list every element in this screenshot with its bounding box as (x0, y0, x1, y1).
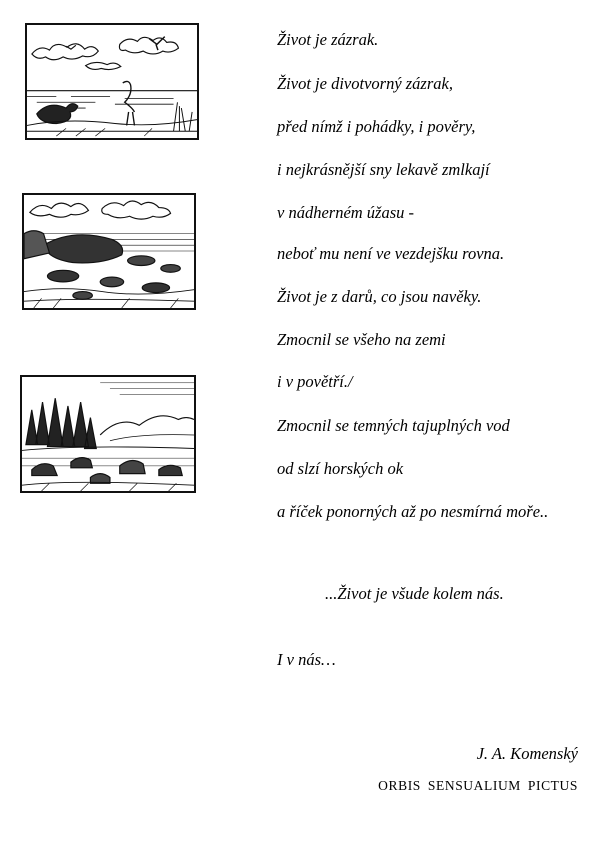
poem-line: a říček ponorných až po nesmírná moře.. (277, 502, 549, 521)
poem-closing-line: I v nás… (277, 650, 336, 669)
book-title: ORBIS SENSUALIUM PICTUS (378, 778, 578, 793)
poem-closing-line: ...Život je všude kolem nás. (325, 584, 504, 603)
poem-line: Život je divotvorný zázrak, (277, 74, 453, 93)
poem-line: Zmocnil se všeho na zemi (277, 330, 446, 349)
poem-line: Zmocnil se temných tajuplných vod (277, 416, 510, 435)
woodcut-birds-icon (25, 23, 199, 140)
poem-line: neboť mu není ve vezdejšku rovna. (277, 244, 505, 263)
woodcut-forest-animals-icon (20, 375, 196, 493)
woodcut-sea-creatures-icon (22, 193, 196, 310)
poem-line: Život je z darů, co jsou navěky. (277, 287, 482, 306)
poem-line: v nádherném úžasu - (277, 203, 415, 222)
poem-line: před nímž i pohádky, i pověry, (277, 117, 476, 136)
poem-line: i nejkrásnější sny lekavě zmlkají (277, 160, 490, 179)
author-name: J. A. Komenský (476, 744, 578, 763)
poem-line: i v povětří./ (277, 372, 353, 391)
poem-line: od slzí horských ok (277, 459, 404, 478)
poem-line: Život je zázrak. (277, 30, 379, 49)
